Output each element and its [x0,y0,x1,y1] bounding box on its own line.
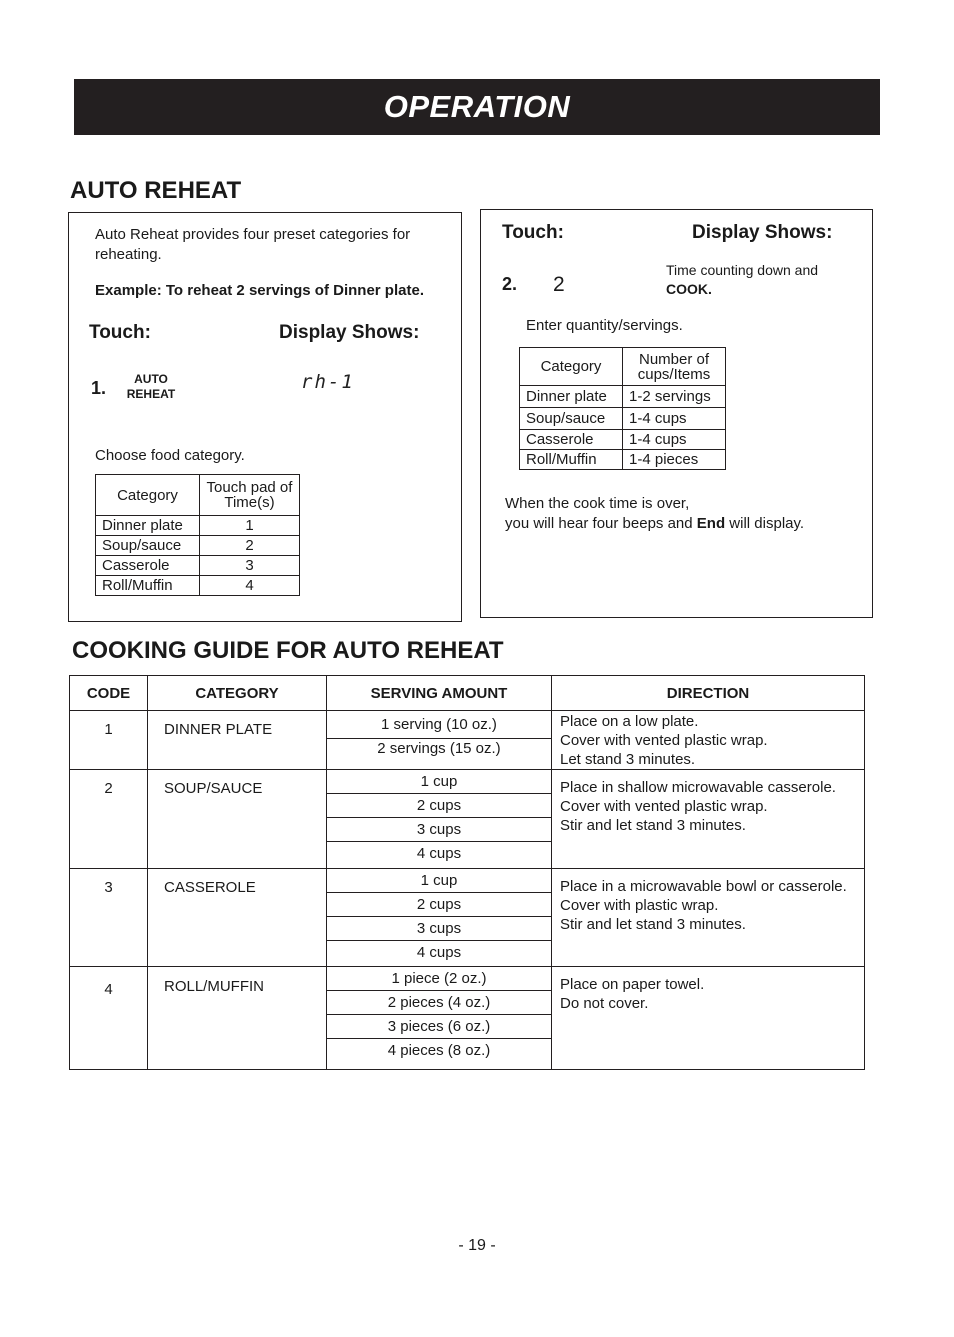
table-row [520,386,726,408]
header-serving-amount: SERVING AMOUNT [327,676,552,711]
end-line2-pre: you will hear four beeps and [505,515,697,532]
display-countdown-line2: COOK. [666,281,712,297]
amount-item: 3 cups [327,818,551,842]
step2-number: 2. [502,274,518,294]
direction-line: Stir and let stand 3 minutes. [560,817,746,834]
step1-number: 1. [91,378,107,398]
amount-item: 1 cup [327,869,551,893]
touch-label: Touch: [89,322,151,343]
amount-item: 2 cups [327,893,551,917]
step2-panel [480,209,873,618]
table-cell: Soup/sauce [520,408,623,430]
table-row [520,430,726,450]
direction-line: Place in a microwavable bowl or casserole. [560,878,847,895]
table-row [70,869,865,967]
category-cell: DINNER PLATE [148,711,327,770]
page-number: - 19 - [458,1237,496,1254]
direction-line: Do not cover. [560,995,649,1012]
direction-cell [552,869,865,967]
category-cell: CASSEROLE [148,869,327,967]
table-row [520,408,726,430]
amount-item: 4 pieces (8 oz.) [387,1042,491,1059]
end-word: End [696,515,726,532]
end-line2-post: will display. [725,515,805,532]
amount-item: 2 pieces (4 oz.) [327,991,551,1015]
table-cell: Casserole [96,556,200,576]
amount-cell [327,967,552,1070]
end-message [505,494,855,534]
display-label-2: Display Shows: [692,222,833,243]
table-cell: 1 [200,516,300,536]
amount-item: 4 cups [416,845,462,862]
cooking-guide-table [69,675,865,1070]
table-row [96,516,300,536]
amount-item: 2 servings (15 oz.) [377,740,501,757]
amount-item: 2 cups [327,794,551,818]
table-cell: Roll/Muffin [96,576,200,596]
table-row [96,576,300,596]
display-label: Display Shows: [279,322,420,343]
amount-item: 3 cups [327,917,551,941]
auto-reheat-pad-line2: REHEAT [126,387,176,401]
amount-item: 3 pieces (6 oz.) [327,1015,551,1039]
amount-cell [327,711,552,770]
table-row [96,556,300,576]
table-row [70,711,865,770]
direction-line: Place on a low plate. [560,713,699,730]
table-cell: 3 [200,556,300,576]
intro-text: Auto Reheat provides four preset categories for reheating. [95,226,411,263]
code-cell: 3 [70,869,148,967]
guide-header-row [70,676,865,711]
enter-quantity-text: Enter quantity/servings. [526,317,683,334]
category-cell: SOUP/SAUCE [148,770,327,869]
direction-line: Place in shallow microwavable casserole. [560,779,836,796]
header-number: Number of cups/Items [623,348,726,386]
table-header-row [96,475,300,516]
display-rh1: rh-1 [301,371,355,393]
table-header-row [520,348,726,386]
header-category: Category [96,475,200,516]
direction-line: Stir and let stand 3 minutes. [560,916,746,933]
choose-category-text: Choose food category. [95,447,245,464]
amount-item: 4 cups [416,944,462,961]
amount-item: 1 piece (2 oz.) [327,967,551,991]
direction-line: Cover with vented plastic wrap. [560,732,768,749]
header-category: CATEGORY [148,676,327,711]
table-cell: 4 [200,576,300,596]
direction-line: Place on paper towel. [560,976,705,993]
table-cell: Casserole [520,430,623,450]
header-direction: DIRECTION [552,676,865,711]
header-category: Category [520,348,623,386]
direction-line: Cover with plastic wrap. [560,897,719,914]
table-cell: 2 [200,536,300,556]
example-text: Example: To reheat 2 servings of Dinner plate. [95,282,424,299]
display-countdown [666,261,818,299]
direction-cell [552,967,865,1070]
code-cell: 1 [70,711,148,770]
table-cell: 1-4 cups [623,408,726,430]
table-row [520,450,726,470]
table-cell: 1-4 cups [623,430,726,450]
amount-cell [327,869,552,967]
banner-title: OPERATION [383,89,571,124]
table-cell: 1-4 pieces [623,450,726,470]
table-cell: Roll/Muffin [520,450,623,470]
table-row [96,536,300,556]
direction-line: Cover with vented plastic wrap. [560,798,768,815]
number-2-pad[interactable]: 2 [553,273,565,296]
table-row [70,967,865,1070]
code-cell: 2 [70,770,148,869]
auto-reheat-pad[interactable] [121,372,181,402]
header-touch-pad: Touch pad of Time(s) [200,475,300,516]
auto-reheat-title: AUTO REHEAT [70,177,242,204]
header-code: CODE [70,676,148,711]
table-row [70,770,865,869]
category-table [95,474,300,596]
quantity-table [519,347,726,470]
table-cell: Dinner plate [520,386,623,408]
table-cell: Soup/sauce [96,536,200,556]
table-cell: Dinner plate [96,516,200,536]
table-cell: 1-2 servings [623,386,726,408]
touch-label-2: Touch: [502,222,564,243]
step1-panel [68,212,462,622]
direction-cell [552,711,865,770]
amount-item: 1 cup [327,770,551,794]
operation-banner [74,79,880,135]
category-cell: ROLL/MUFFIN [148,967,327,1070]
direction-cell [552,770,865,869]
display-countdown-line1: Time counting down and [666,262,819,278]
cooking-guide-title: COOKING GUIDE FOR AUTO REHEAT [72,637,504,664]
amount-cell [327,770,552,869]
direction-line: Let stand 3 minutes. [560,751,696,768]
end-line2 [505,514,855,534]
code-cell: 4 [70,967,148,1070]
auto-reheat-pad-line1: AUTO [134,372,168,386]
end-line1: When the cook time is over, [505,495,690,512]
amount-item: 1 serving (10 oz.) [327,711,551,739]
